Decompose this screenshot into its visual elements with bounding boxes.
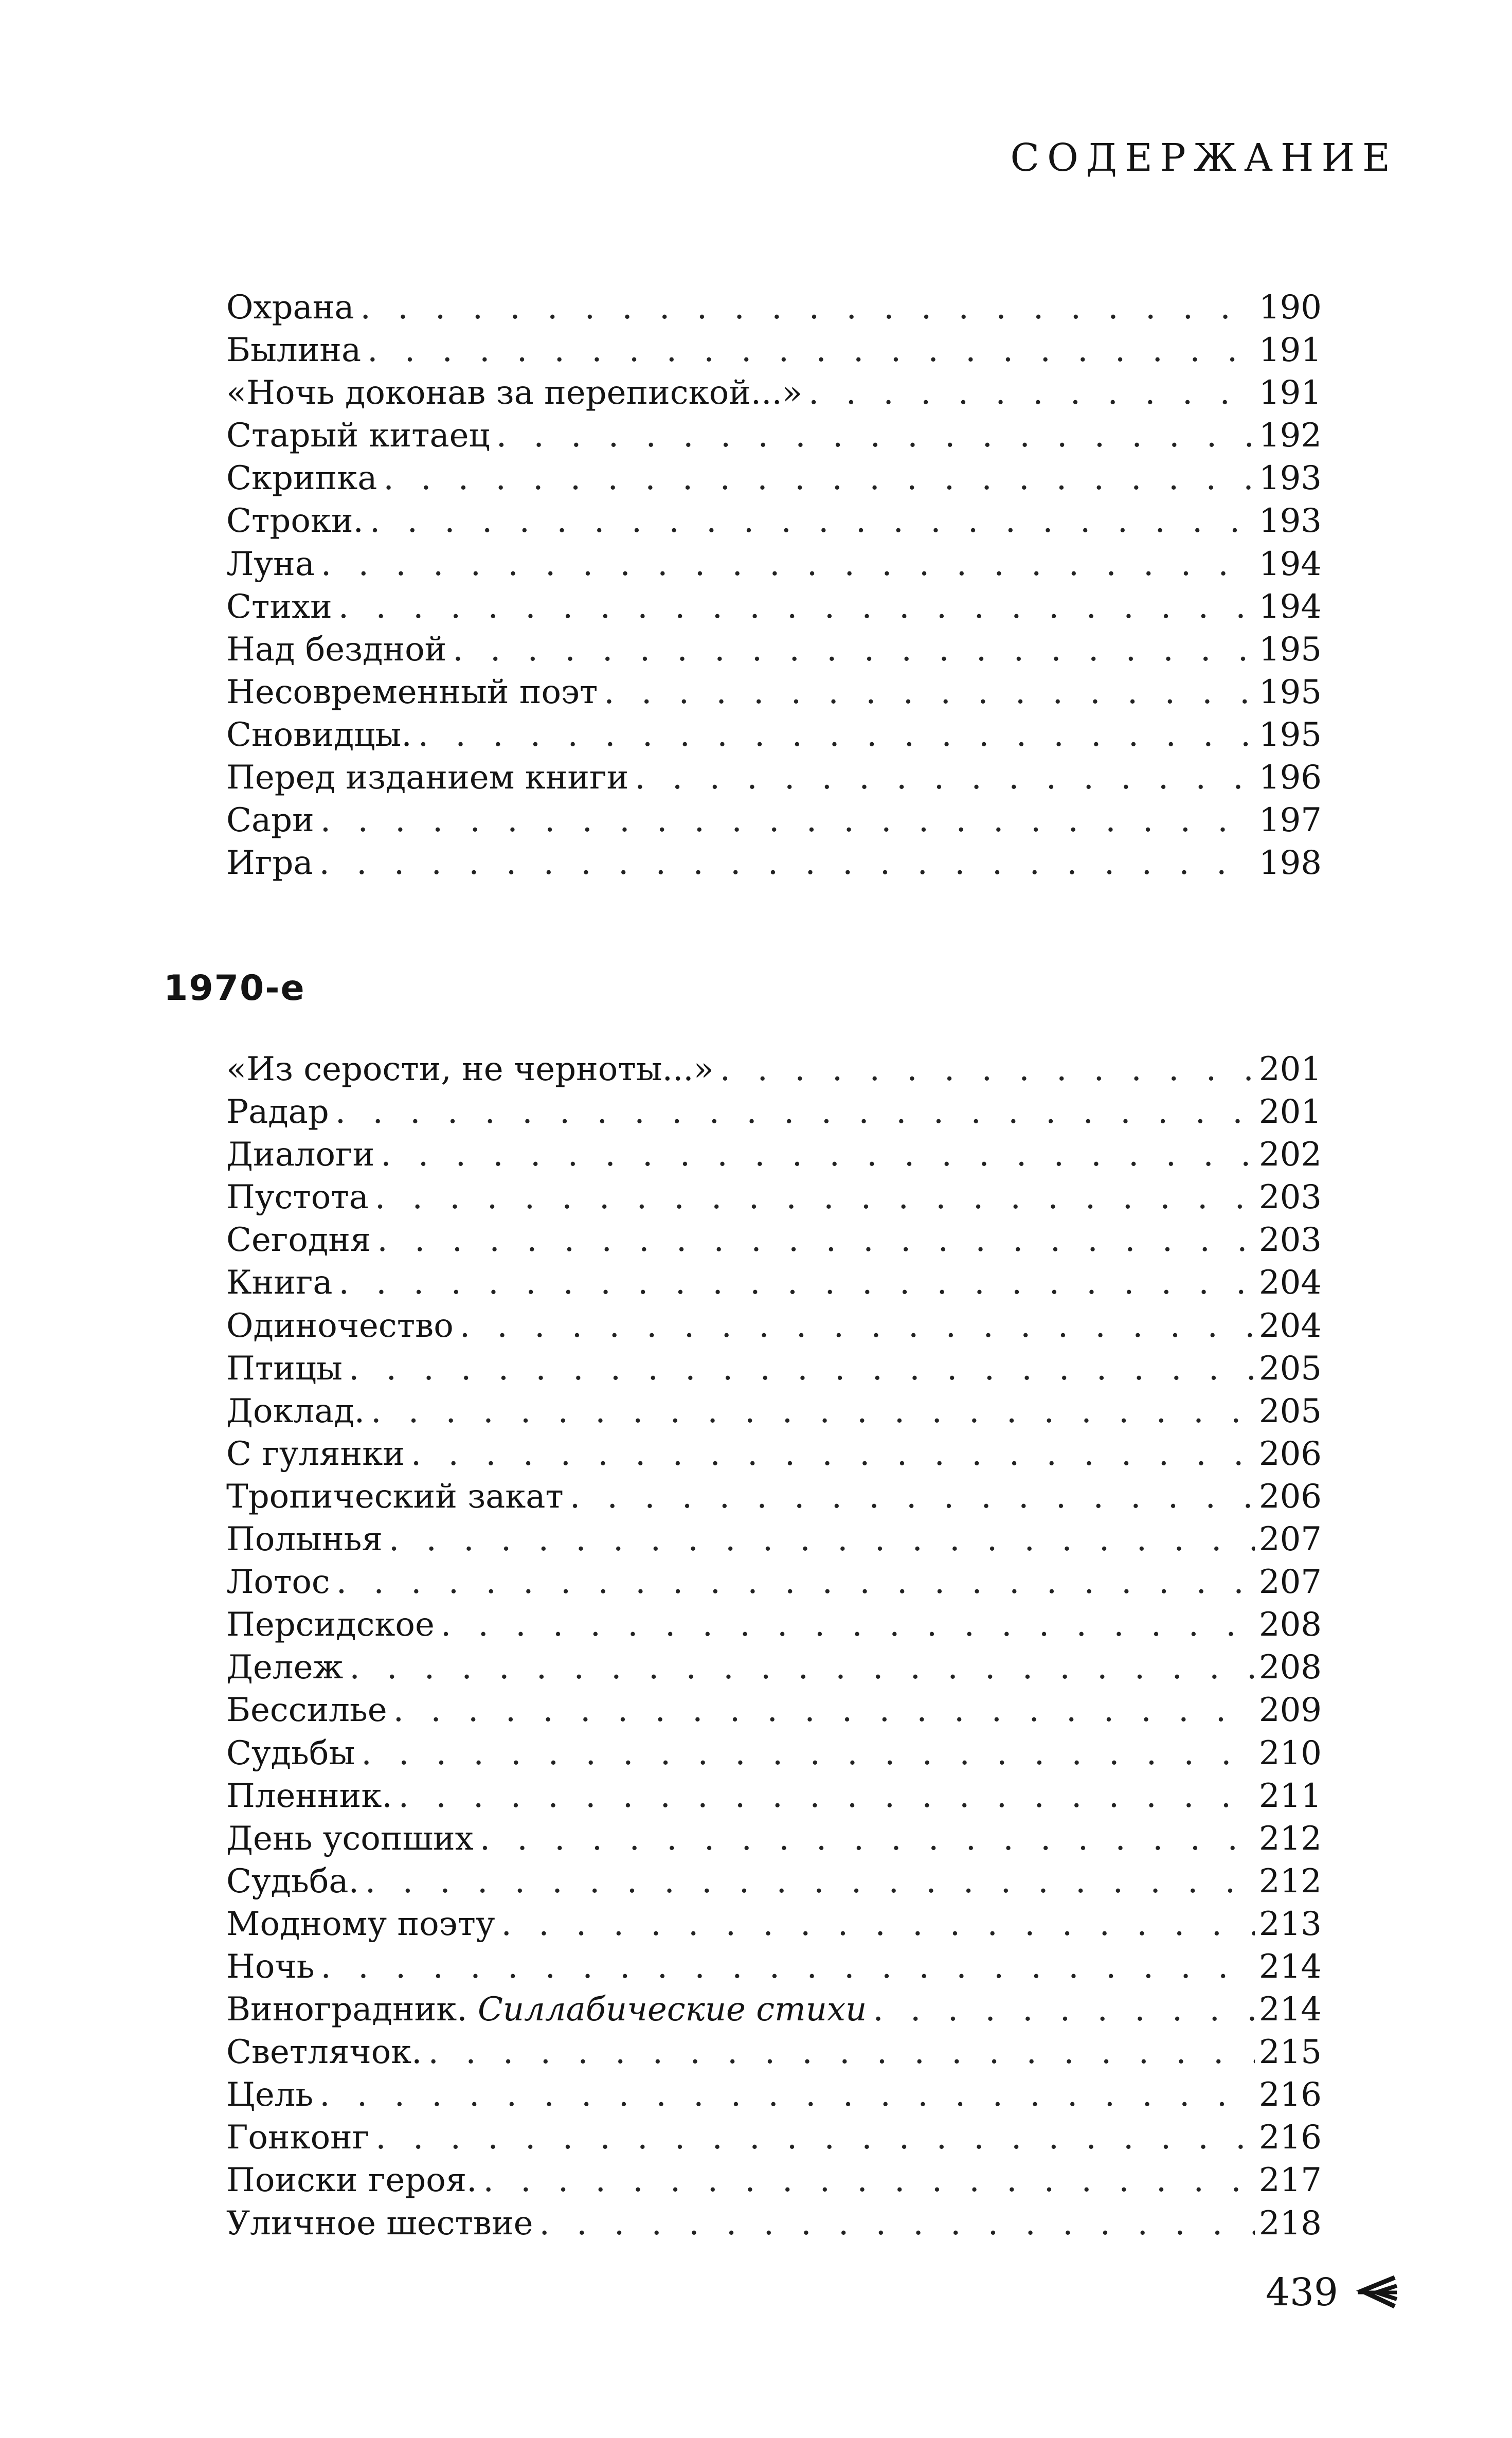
entry-title: Игра [226,844,313,883]
toc-entry[interactable] [226,1348,1322,1390]
entry-page: 195 [1258,715,1322,754]
entry-page: 195 [1258,673,1322,711]
toc-entry[interactable] [226,1262,1322,1304]
toc-entry[interactable] [226,286,1322,329]
entry-title: Птицы [226,1349,343,1388]
entry-page: 207 [1258,1520,1322,1559]
toc-entry[interactable] [226,543,1322,586]
toc-entry[interactable] [226,757,1322,799]
toc-entry[interactable] [226,415,1322,457]
toc-entry[interactable] [226,629,1322,671]
entry-page: 205 [1258,1392,1322,1430]
toc-entry[interactable] [226,586,1322,629]
entry-title: Былина [226,331,362,370]
entry-title: Судьбы [226,1734,355,1772]
dot-leader [418,714,1255,757]
dot-leader [320,799,1255,842]
entry-title: Персидское [226,1606,435,1644]
entry-page: 211 [1258,1777,1322,1815]
entry-title: Одиночество [226,1306,454,1345]
toc-entry[interactable] [226,671,1322,714]
entry-page: 213 [1258,1905,1322,1943]
entry-title: Сновидцы. [226,715,412,754]
dot-leader [808,372,1255,415]
entry-title: Сегодня [226,1221,371,1260]
entry-title: День усопших [226,1819,474,1858]
entry-title: Стихи [226,587,332,626]
entry-page: 212 [1258,1862,1322,1901]
entry-page: 193 [1258,502,1322,541]
entry-page: 208 [1258,1606,1322,1644]
dot-leader [483,2159,1254,2202]
dot-leader [338,586,1255,629]
entry-title: Радар [226,1093,329,1132]
entry-title: Сари [226,801,314,840]
entry-title: Перед изданием книги [226,759,629,797]
entry-title: Лотос [226,1563,330,1602]
entry-page: 194 [1258,545,1322,583]
dot-leader [335,1091,1255,1134]
page-number: 439 [1265,2270,1338,2315]
dot-leader [370,500,1255,543]
toc-entry[interactable] [226,1988,1322,2031]
entry-page: 204 [1258,1264,1322,1302]
entry-page: 204 [1258,1306,1322,1345]
entry-title: Книга [226,1264,333,1302]
dot-leader [453,629,1255,671]
toc-entry[interactable] [226,1219,1322,1262]
toc-entry[interactable] [226,1176,1322,1219]
toc-entry[interactable] [226,329,1322,372]
dot-leader [349,1348,1255,1390]
toc-entry[interactable] [226,842,1322,885]
dot-leader [873,1988,1255,2031]
dot-leader [383,457,1254,500]
dot-leader [411,1433,1255,1476]
running-head: СОДЕРЖАНИЕ [1010,136,1398,180]
entry-title: Старый китаец [226,417,490,455]
toc-entry[interactable] [226,1305,1322,1348]
toc-entry[interactable] [226,2074,1322,2117]
arrow-ornament-icon [1354,2275,1398,2309]
entry-page: 201 [1258,1093,1322,1132]
toc-entry[interactable] [226,500,1322,543]
dot-leader [441,1604,1255,1646]
entry-page: 217 [1258,2161,1322,2200]
dot-leader [336,1561,1255,1604]
dot-leader [428,2031,1255,2074]
entry-title: Диалоги [226,1136,375,1174]
dot-leader [480,1818,1255,1860]
entry-title: Скрипка [226,459,377,498]
entry-title: «Ночь доконав за перепиской...» [226,374,802,413]
toc-entry[interactable] [226,1433,1322,1476]
entry-page: 196 [1258,759,1322,797]
dot-leader [375,1176,1255,1219]
entry-page: 202 [1258,1136,1322,1174]
toc-entry[interactable] [226,1946,1322,1988]
dot-leader [365,1860,1255,1903]
toc-entry[interactable] [226,1860,1322,1903]
toc-entry[interactable] [226,1476,1322,1518]
toc-entry[interactable] [226,2202,1322,2245]
entry-page: 210 [1258,1734,1322,1772]
dot-leader [720,1048,1255,1091]
entry-title: Бессилье [226,1691,387,1730]
dot-leader [319,842,1254,885]
entry-page: 216 [1258,2119,1322,2157]
dot-leader [377,1219,1255,1262]
entry-title: Уличное шествие [226,2204,533,2243]
entry-page: 192 [1258,417,1322,455]
entry-title: Светлячок. [226,2033,422,2072]
entry-page: 216 [1258,2076,1322,2114]
toc-entry[interactable] [226,714,1322,757]
toc-entry[interactable] [226,1689,1322,1732]
entry-page: 203 [1258,1221,1322,1260]
entry-title-main: Виноградник. [226,1991,467,2029]
entry-title: Дележ [226,1648,344,1687]
dot-leader [539,2202,1254,2245]
dot-leader [371,1390,1255,1433]
toc-entry[interactable] [226,1775,1322,1818]
entry-page: 214 [1258,1991,1322,2029]
dot-leader [367,329,1255,372]
dot-leader [375,2117,1255,2159]
entry-title: Пленник. [226,1777,392,1815]
toc-list-section [226,1048,1322,2245]
entry-title: Пустота [226,1178,369,1217]
entry-page: 197 [1258,801,1322,840]
dot-leader [570,1476,1255,1518]
entry-page: 205 [1258,1349,1322,1388]
entry-page: 212 [1258,1819,1322,1858]
toc-entry[interactable] [226,1561,1322,1604]
entry-title: Цель [226,2076,314,2114]
toc-entry[interactable] [226,1048,1322,1091]
toc-entry[interactable] [226,2117,1322,2159]
entry-title: Судьба. [226,1862,359,1901]
toc-entry[interactable] [226,1091,1322,1134]
dot-leader [321,1946,1255,1988]
dot-leader [399,1775,1255,1818]
entry-page: 190 [1258,289,1322,327]
entry-title: Доклад. [226,1392,365,1430]
entry-title: «Из серости, не черноты...» [226,1050,714,1088]
entry-page: 206 [1258,1435,1322,1473]
entry-page: 191 [1258,331,1322,370]
toc-entry[interactable] [226,1732,1322,1775]
entry-title: С гулянки [226,1435,405,1473]
dot-leader [349,1646,1255,1689]
entry-title: Гонконг [226,2119,370,2157]
dot-leader [460,1305,1255,1348]
entry-page: 195 [1258,630,1322,669]
entry-page: 193 [1258,459,1322,498]
entry-title: Строки. [226,502,364,541]
entry-title [226,1988,867,2031]
toc-list-before [226,286,1322,885]
entry-page: 201 [1258,1050,1322,1088]
toc-entry[interactable] [226,799,1322,842]
entry-title: Луна [226,545,315,583]
entry-title: Несовременный поэт [226,673,598,711]
toc-entry[interactable] [226,1134,1322,1176]
entry-page: 203 [1258,1178,1322,1217]
entry-page: 206 [1258,1477,1322,1516]
toc-entry[interactable] [226,2031,1322,2074]
toc-entry[interactable] [226,372,1322,415]
dot-leader [321,543,1255,586]
entry-page: 207 [1258,1563,1322,1602]
entry-page: 218 [1258,2204,1322,2243]
toc-entry[interactable] [226,1818,1322,1860]
toc-entry[interactable] [226,1646,1322,1689]
entry-title: Над бездной [226,630,447,669]
dot-leader [389,1518,1255,1561]
dot-leader [604,671,1255,714]
page-footer [1265,2270,1398,2315]
entry-subtitle: Силлабические стихи [477,1991,867,2029]
toc-entry[interactable] [226,1604,1322,1646]
toc-entry[interactable] [226,457,1322,500]
dot-leader [393,1689,1255,1732]
toc-entry[interactable] [226,1518,1322,1561]
entry-page: 191 [1258,374,1322,413]
entry-title: Модному поэту [226,1905,495,1943]
entry-page: 209 [1258,1691,1322,1730]
entry-page: 194 [1258,587,1322,626]
dot-leader [339,1262,1255,1304]
dot-leader [635,757,1255,799]
dot-leader [496,415,1255,457]
entry-page: 208 [1258,1648,1322,1687]
toc-entry[interactable] [226,1903,1322,1946]
entry-title: Полынья [226,1520,383,1559]
dot-leader [361,286,1255,329]
entry-title: Тропический закат [226,1477,564,1516]
entry-title: Охрана [226,289,354,327]
entry-title: Ночь [226,1947,315,1986]
dot-leader [319,2074,1255,2117]
entry-page: 198 [1258,844,1322,883]
dot-leader [361,1732,1255,1775]
toc-entry[interactable] [226,2159,1322,2202]
dot-leader [381,1134,1255,1176]
entry-title: Поиски героя. [226,2161,477,2200]
entry-page: 214 [1258,1947,1322,1986]
entry-page: 215 [1258,2033,1322,2072]
dot-leader [501,1903,1255,1946]
toc-entry[interactable] [226,1390,1322,1433]
section-heading: 1970-е [164,968,305,1009]
